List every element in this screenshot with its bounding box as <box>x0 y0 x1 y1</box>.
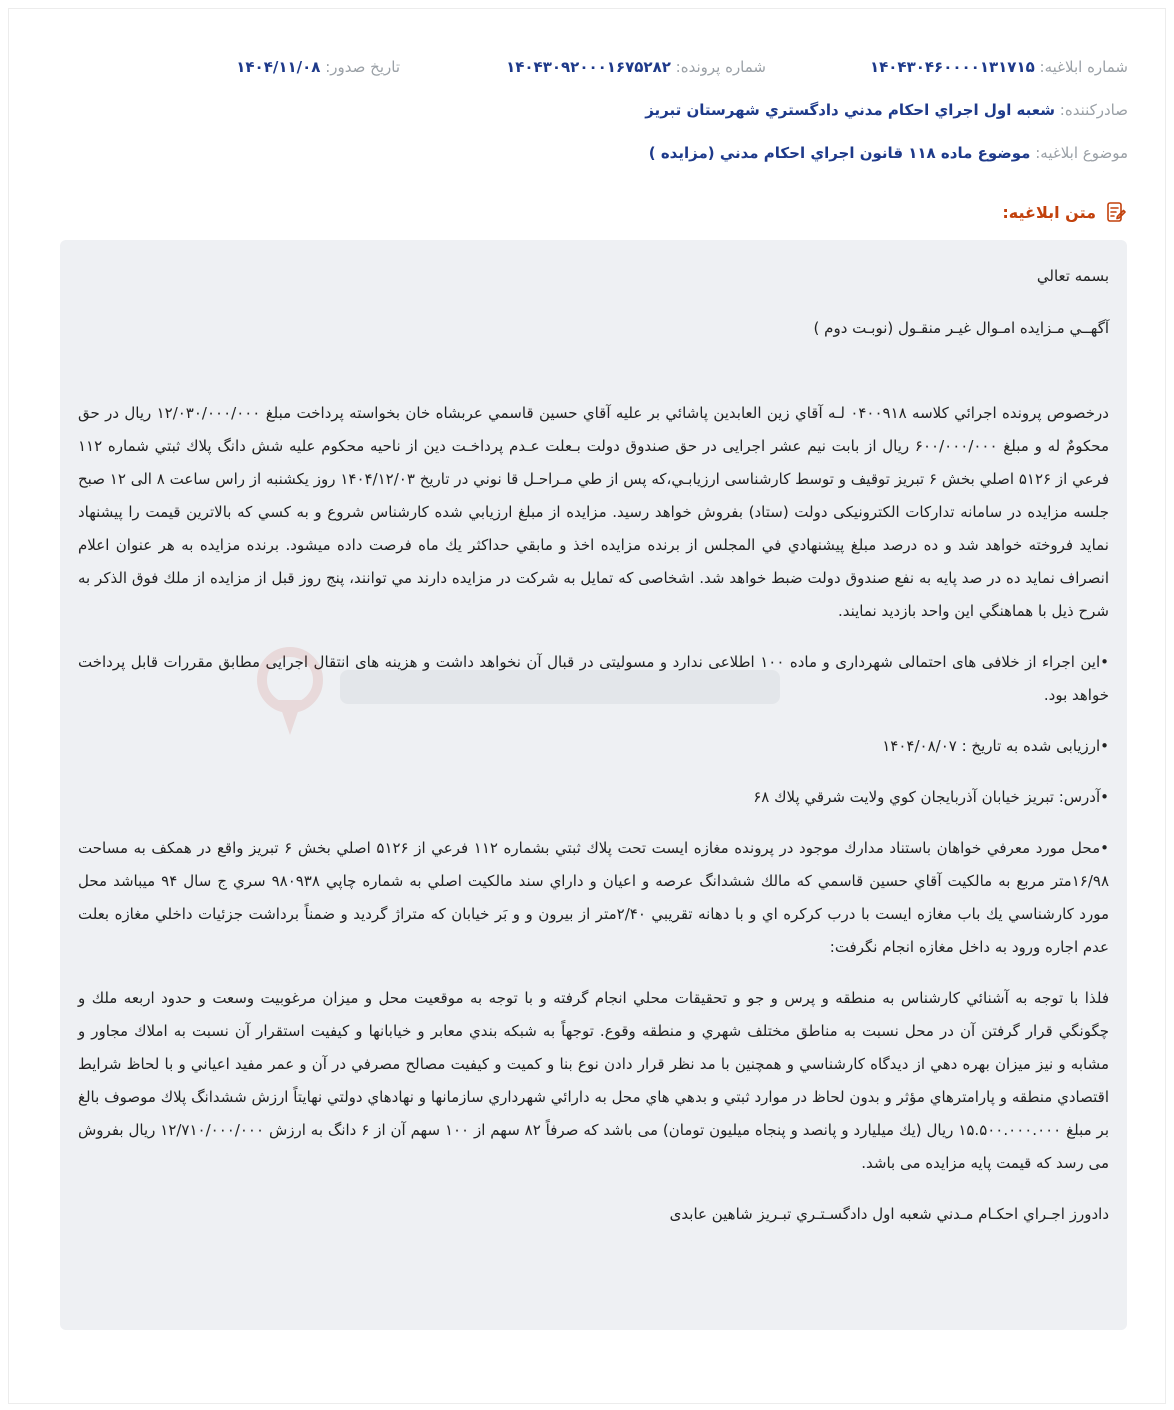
body-signature: دادورز اجـراي احكـام مـدني شعبه اول دادگسـتـري تبـريز شاهین عابدی <box>669 1205 1109 1223</box>
meta-row-issuer <box>40 101 1128 119</box>
notice-number-value: ۱۴۰۴۳۰۴۶۰۰۰۰۱۳۱۷۱۵ <box>869 58 1035 76</box>
notice-number-field <box>870 58 1128 76</box>
case-number-label: شماره پرونده: <box>675 58 766 76</box>
body-paragraph-case: درخصوص پرونده اجرائي كلاسه ۰۴۰۰۹۱۸ لـه آقاي زین العابدین پاشائي بر علیه آقاي حسین قاسمي عربشاه خان بخواسته پرداخت مبلغ ۱۲/۰۳۰/۰۰۰/۰۰۰ ریال در حق محكومٌ له و مبلغ ۶۰۰/۰۰۰/۰۰۰ ریال از بابت نیم عشر اجرایی در حق صندوق دولت بـعلت عـدم پرداخـت دین از ناحیه محكوم علیه شش دانگ پلاك ثبتي شماره ۱۱۲ فرعي از ۵۱۲۶ اصلي بخش ۶ تبریز توقیف و توسط كارشناسی ارزيابـي،كه پس از طي مـراحـل قا نوني در تاریخ ۱۴۰۴/۱۲/۰۳ روز یكشنبه از راس ساعت ۸ الی ۱۲ صبح جلسه مزایده در سامانه تداركات الكترونیكی دولت (ستاد) بفروش خواهد رسید. مزايده از مبلغ ارزیابي شده كارشناس شروع و به كسي كه بالاترین قیمت را پیشنهاد نماید فروخته خواهد شد و ده درصد مبلغ پیشنهادي في المجلس از برنده مزایده اخذ و مابقي حداكثر يك ماه فرصت داده میشود. برنده مزایده به هر عنوان اعلام انصراف نماید ده در صد پایه به نفع صندوق دولت ضبط خواهد شد. اشخاصی كه تمایل به شركت در مزايده دارند مي توانند، پنج روز قبل از مزايده از ملك فوق الذكر به شرح ذیل با هماهنگي این واحد بازدید نمایند. <box>78 404 1109 620</box>
issuer-label: صادرکننده: <box>1059 101 1128 119</box>
body-heading-auction: آگهــي مـزایده امـوال غیـر منقـول (نوبـت دوم ) <box>813 319 1109 337</box>
body-paragraph-property: •محل مورد معرفي خواهان باستناد مدارك موجود در پرونده مغازه ایست تحت پلاك ثبتي بشماره ۱۱۲ فرعي از ۵۱۲۶ اصلي بخش ۶ تبريز واقع در همكف به مساحت ۱۶/۹۸متر مربع به مالكيت آقاي حسين قاسمي كه مالك ششدانگ عرصه و اعيان و داراي سند مالكيت اصلي به شماره چاپي ۹۸۰۹۳۸ سري ج سال ۹۴ ميباشد محل مورد كارشناسي يك باب مغازه ايست با درب كركره اي و با دهانه تقريبي ۲/۴۰متر از بيرون و و بَر خيابان كه متراژ گرديد و ضمناً برداشت جزئيات داخلي مغازه بعلت عدم اجاره ورود به داخل مغازه انجام نگرفت: <box>78 839 1110 956</box>
case-number-value: ۱۴۰۴۳۰۹۲۰۰۰۱۶۷۵۲۸۲ <box>506 58 671 76</box>
notice-text-title: متن ابلاغیه: <box>1002 202 1096 222</box>
body-paragraph-valuation: فلذا با توجه به آشنائي كارشناس به منطقه و پرس و جو و تحقيقات محلي انجام گرفته و با توجه به موقعيت محل و ميزان مرغوبيت وسعت و حدود اربعه ملك و چگونگي قرار گرفتن آن در محل نسبت به مناطق مختلف شهري و منطقه وقوع. توجهاً به شبكه بندي معابر و خيابانها و كيفيت استقرار آن نسبت به املاك مجاور و مشابه و نيز ميزان بهره دهي از ديدگاه كارشناسي و همچنين با مد نظر قرار دادن نوع بنا و كميت و كيفيت مصالح مصرفي در آن و عمر مفيد اعياني و با لحاظ شرايط اقتصادي منطقه و پارامترهاي مؤثر و بدون لحاظ در موارد ثبتي و بدهي هاي محل به دارائي شهرداري سازمانها و نهادهاي دولتي نهايتاً ارزش ششدانگ پلاك موصوف بالغ بر مبلغ ۱۵.۵۰۰.۰۰۰.۰۰۰ ريال (يك ميليارد و پانصد و پنجاه ميليون تومان) می باشد كه صرفاً ۸۲ سهم از ۱۰۰ سهم آن از ۶ دانگ به ارزش ۱۲/۷۱۰/۰۰۰/۰۰۰ ريال بفروش می رسد كه قيمت پايه مزايده می باشد. <box>78 989 1109 1172</box>
body-heading-bismillah: بسمه تعالي <box>1036 267 1109 285</box>
subject-label: موضوع ابلاغیه: <box>1035 144 1128 162</box>
body-paragraph-appraisal-date: •ارزیابی شده به تاریخ : ۱۴۰۴/۰۸/۰۷ <box>882 737 1109 755</box>
notice-number-label: شماره ابلاغیه: <box>1039 58 1128 76</box>
issue-date-value: ۱۴۰۴/۱۱/۰۸ <box>236 58 321 76</box>
document-edit-icon <box>1104 200 1128 224</box>
issuer-value: شعبه اول اجراي احكام مدني دادگستري شهرستان تبريز <box>645 101 1055 119</box>
notice-text-heading <box>1002 200 1128 224</box>
issue-date-field <box>236 58 400 76</box>
subject-value: موضوع ماده ۱۱۸ قانون اجراي احكام مدني (مزایده ) <box>648 144 1031 162</box>
body-paragraph-liability: •این اجراء از خلافی های احتمالی شهرداری و ماده ۱۰۰ اطلاعی ندارد و مسولیتی در قبال آن نخواهد داشت و هزینه های انتقال اجرایی مطابق مقررات قابل پرداخت خواهد بود. <box>78 653 1109 704</box>
issue-date-label: تاریخ صدور: <box>325 58 400 76</box>
body-paragraph-address: •آدرس: تبریز خیابان آذربایجان كوي ولایت شرقي پلاك ۶۸ <box>753 788 1109 806</box>
case-number-field <box>506 58 766 76</box>
notice-body <box>60 240 1127 1330</box>
meta-row-subject <box>40 144 1128 162</box>
